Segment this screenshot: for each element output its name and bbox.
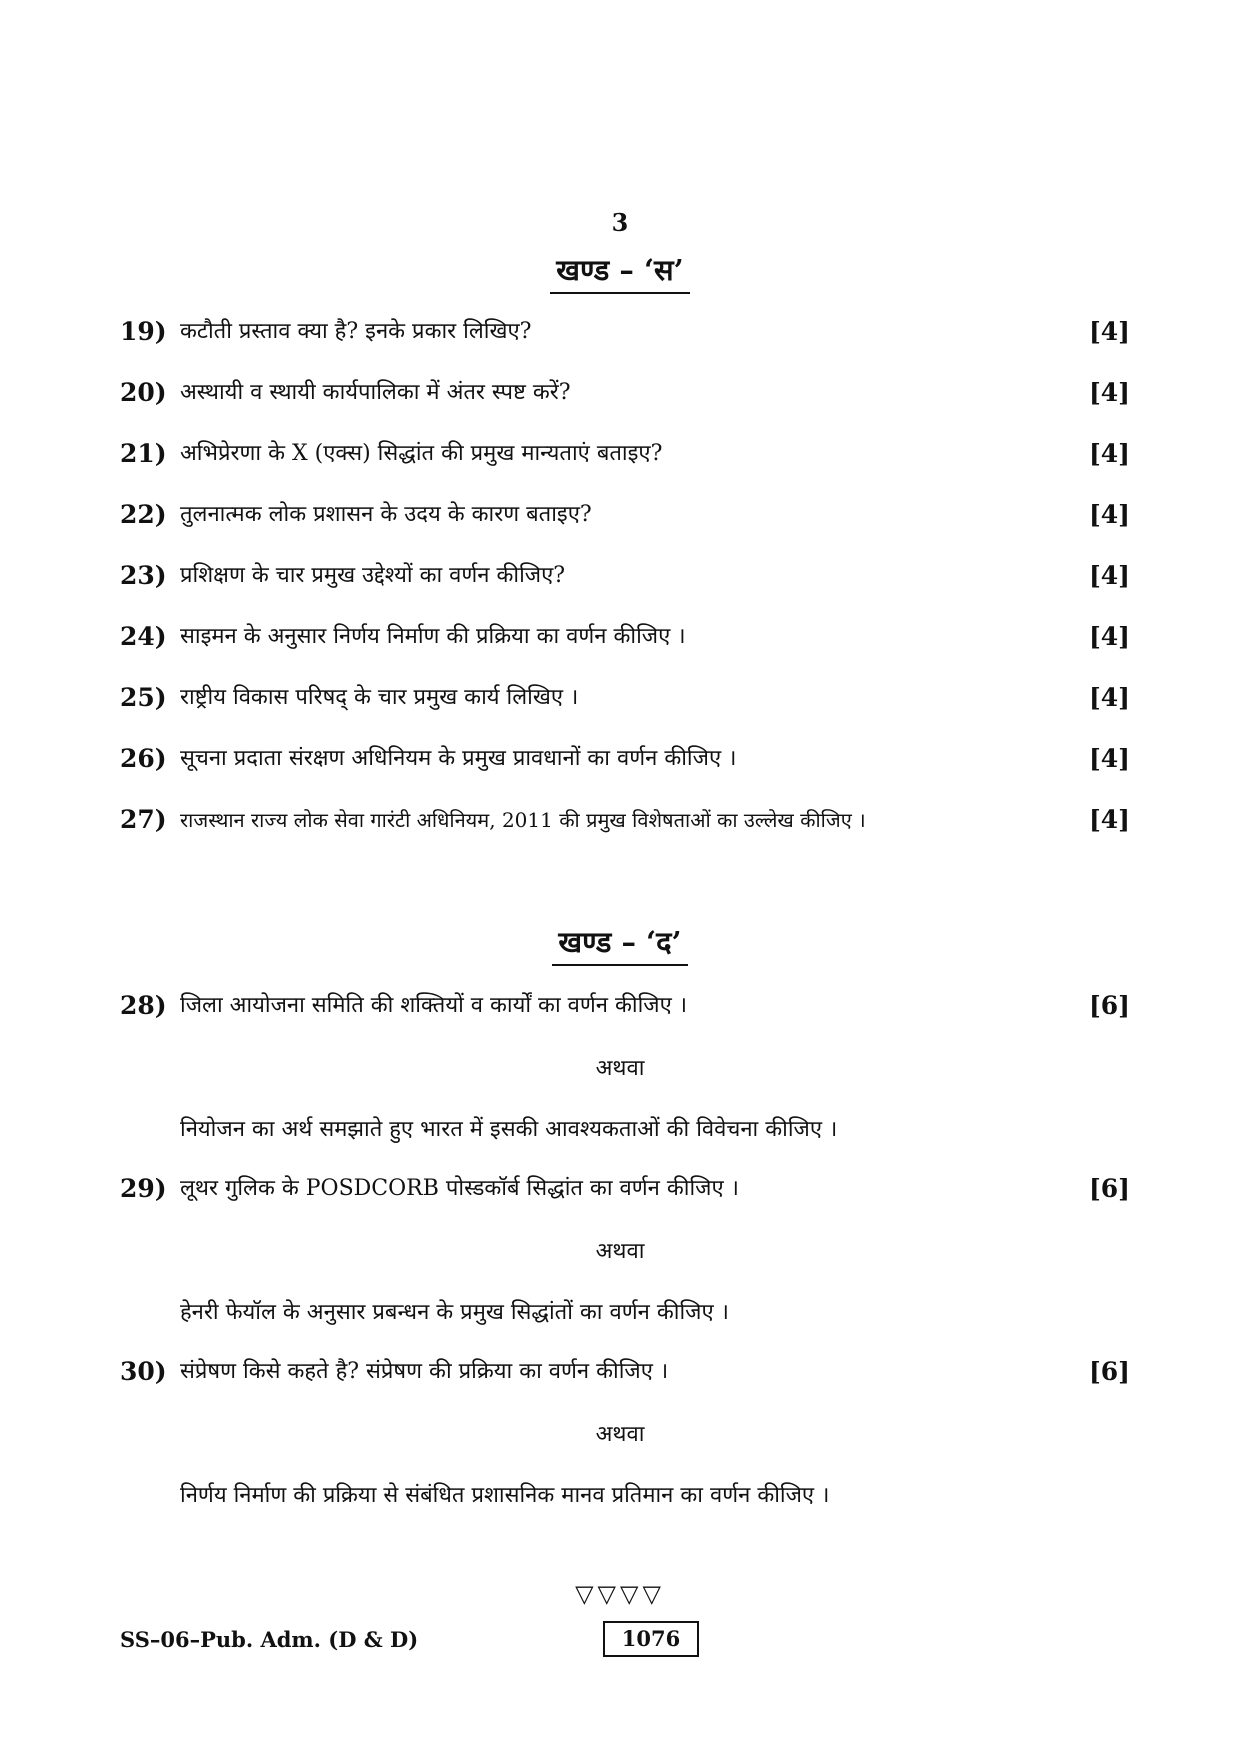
question-number: 21) [120, 439, 167, 468]
paper-number-box: 1076 [603, 1621, 699, 1657]
question-marks: [4] [1088, 805, 1130, 834]
question-marks: [6] [1088, 991, 1130, 1020]
question-number: 30) [120, 1357, 167, 1386]
question-text: अस्थायी व स्थायी कार्यपालिका में अंतर स्पष्ट करें? [180, 380, 571, 405]
question-number: 26) [120, 744, 167, 773]
question-marks: [4] [1088, 439, 1130, 468]
question-marks: [4] [1088, 500, 1130, 529]
question-marks: [4] [1088, 317, 1130, 346]
question-text: जिला आयोजना समिति की शक्तियों व कार्यों का वर्णन कीजिए । [180, 993, 688, 1018]
question-marks: [4] [1088, 378, 1130, 407]
question-text: राजस्थान राज्य लोक सेवा गारंटी अधिनियम, 2011 की प्रमुख विशेषताओं का उल्लेख कीजिए । [180, 808, 866, 832]
question-text: कटौती प्रस्ताव क्या है? इनके प्रकार लिखिए? [180, 319, 532, 344]
question-number: 27) [120, 805, 167, 834]
alternative-question-29: हेनरी फेयॉल के अनुसार प्रबन्धन के प्रमुख सिद्धांतों का वर्णन कीजिए । [180, 1300, 729, 1325]
question-marks: [6] [1088, 1357, 1130, 1386]
paper-code: SS–06–Pub. Adm. (D & D) [120, 1627, 419, 1652]
question-marks: [4] [1088, 683, 1130, 712]
question-number: 23) [120, 561, 167, 590]
section-heading-c-text: खण्ड – ‘स’ [550, 250, 690, 294]
or-label: अथवा [595, 1056, 645, 1081]
question-number: 20) [120, 378, 167, 407]
question-number: 28) [120, 991, 167, 1020]
question-text: प्रशिक्षण के चार प्रमुख उद्देश्यों का वर्णन कीजिए? [180, 563, 566, 588]
question-text: अभिप्रेरणा के X (एक्स) सिद्धांत की प्रमुख मान्यताएं बताइए? [180, 441, 663, 466]
alternative-question-28: नियोजन का अर्थ समझाते हुए भारत में इसकी आवश्यकताओं की विवेचना कीजिए । [180, 1117, 838, 1142]
question-marks: [4] [1088, 561, 1130, 590]
question-number: 24) [120, 622, 167, 651]
question-number: 25) [120, 683, 167, 712]
section-heading-d-text: खण्ड – ‘द’ [552, 922, 687, 966]
or-label: अथवा [595, 1239, 645, 1264]
question-number: 19) [120, 317, 167, 346]
question-number: 22) [120, 500, 167, 529]
question-text: तुलनात्मक लोक प्रशासन के उदय के कारण बताइए? [180, 502, 592, 527]
alternative-question-30: निर्णय निर्माण की प्रक्रिया से संबंधित प्रशासनिक मानव प्रतिमान का वर्णन कीजिए । [180, 1483, 830, 1508]
section-heading-d [0, 922, 1240, 966]
question-text: संप्रेषण किसे कहते है? संप्रेषण की प्रक्रिया का वर्णन कीजिए । [180, 1359, 669, 1384]
question-marks: [4] [1088, 744, 1130, 773]
end-of-paper-triangles: ▽▽▽▽ [575, 1580, 665, 1608]
page-number: 3 [611, 208, 629, 237]
or-label: अथवा [595, 1422, 645, 1447]
question-text: साइमन के अनुसार निर्णय निर्माण की प्रक्रिया का वर्णन कीजिए । [180, 624, 686, 649]
question-number: 29) [120, 1174, 167, 1203]
question-text: लूथर गुलिक के POSDCORB पोस्डकॉर्ब सिद्धांत का वर्णन कीजिए । [180, 1176, 739, 1201]
section-heading-c [0, 250, 1240, 294]
question-text: राष्ट्रीय विकास परिषद् के चार प्रमुख कार्य लिखिए । [180, 685, 579, 710]
question-text: सूचना प्रदाता संरक्षण अधिनियम के प्रमुख प्रावधानों का वर्णन कीजिए । [180, 746, 737, 771]
question-marks: [4] [1088, 622, 1130, 651]
question-marks: [6] [1088, 1174, 1130, 1203]
